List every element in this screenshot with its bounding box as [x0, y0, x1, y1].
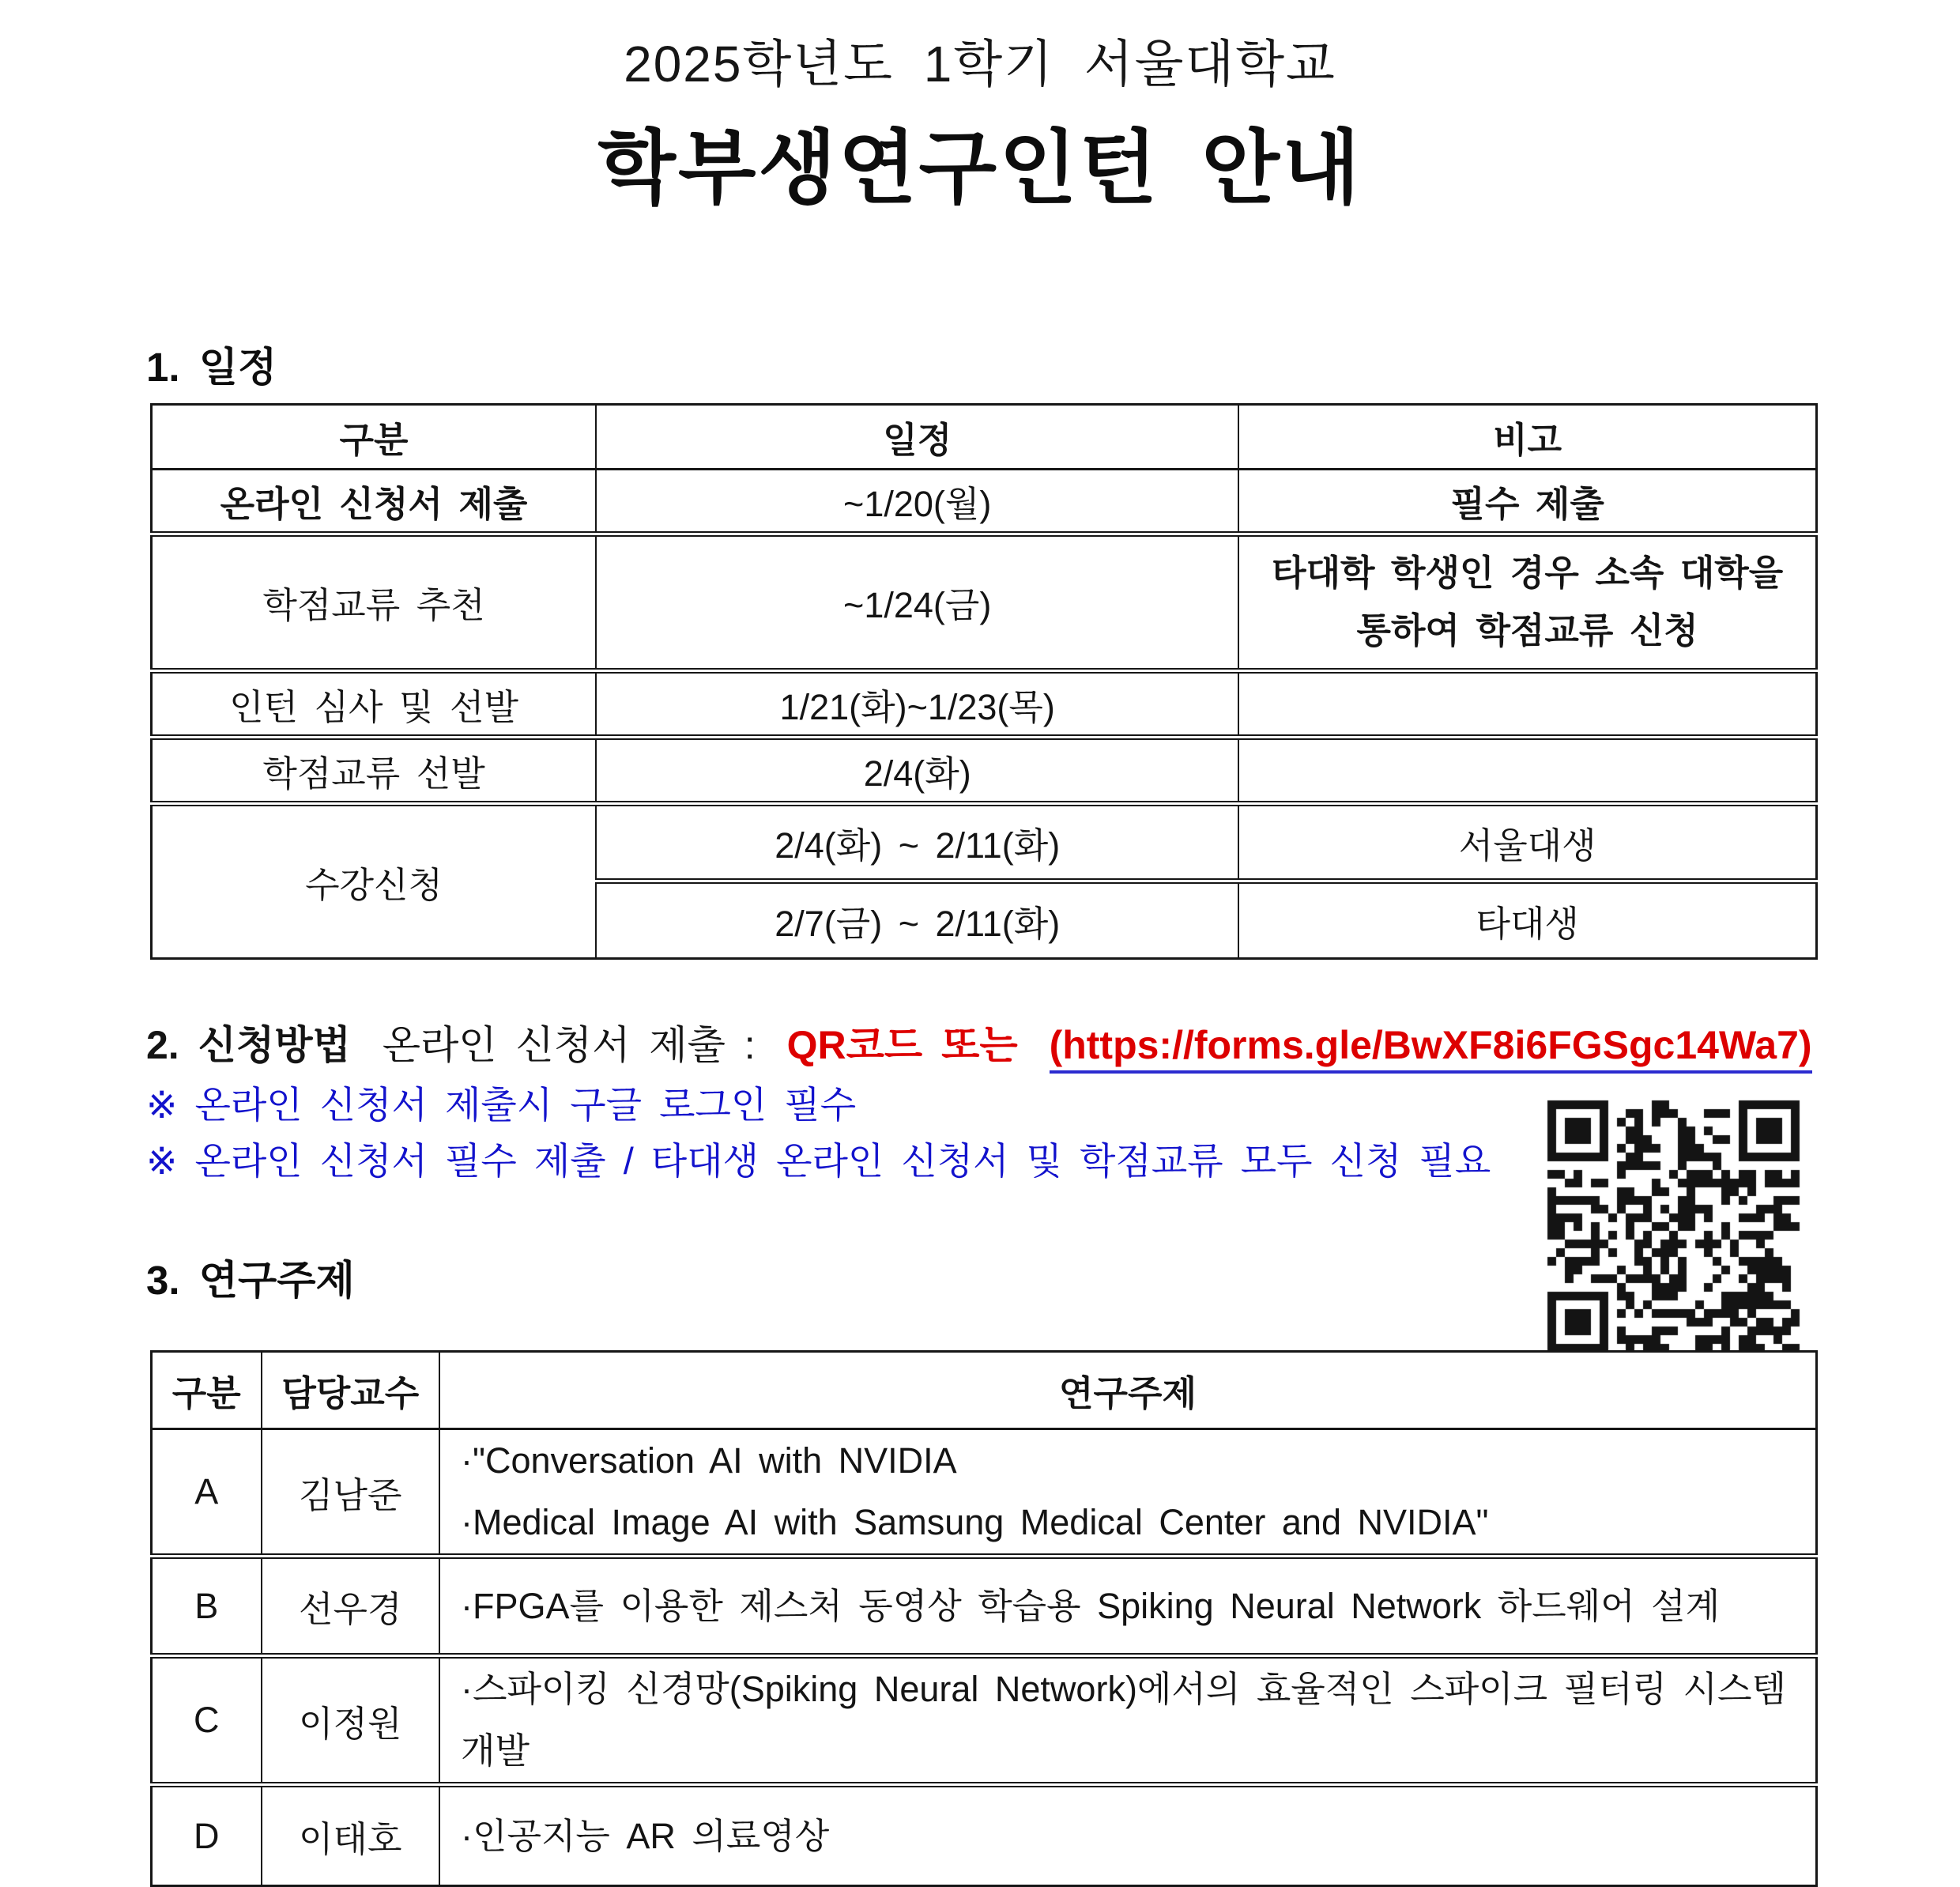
topic-line: ·FPGA를 이용한 제스처 동영상 학습용 Spiking Neural Network 하드웨어 설계 [460, 1585, 1721, 1626]
schedule-header-date: 일정 [596, 405, 1238, 470]
schedule-note [1238, 737, 1816, 803]
section1-heading: 1. 일정 [146, 345, 277, 390]
table-row [152, 1656, 1817, 1785]
document-title: 학부생연구인턴 안내 [597, 123, 1363, 213]
topic-line: ·Medical Image AI with Samsung Medical Center and NVIDIA" [460, 1502, 1489, 1542]
qr-code [1546, 1094, 1803, 1355]
schedule-note: 타대생 [1238, 881, 1816, 958]
schedule-category: 학점교류 선발 [152, 737, 597, 803]
document-subtitle: 2025학년도 1학기 서울대학교 [624, 36, 1336, 92]
apply-note-required: ※ 온라인 신청서 필수 제출 / 타대생 온라인 신청서 및 학점교류 모두 신청 필요 [146, 1140, 1491, 1182]
table-row [152, 737, 1817, 803]
research-header-row [152, 1352, 1817, 1429]
research-table [150, 1350, 1818, 1887]
form-link[interactable]: (https://forms.gle/BwXF8i6FGSgc14Wa7) [1050, 1023, 1812, 1074]
research-group: A [152, 1429, 262, 1557]
apply-note-google-login: ※ 온라인 신청서 제출시 구글 로그인 필수 [146, 1084, 857, 1126]
topic-line: ·스파이킹 신경망(Spiking Neural Network)에서의 효율적인 스파이크 필터링 시스템 개발 [460, 1669, 1786, 1771]
schedule-note: 필수 제출 [1238, 470, 1816, 534]
research-topic [439, 1557, 1817, 1656]
research-topic [439, 1656, 1817, 1785]
section2-label: 2. 신청방법 [146, 1023, 351, 1067]
research-professor: 이정원 [262, 1656, 439, 1785]
schedule-date: ~1/24(금) [596, 534, 1238, 671]
table-row [152, 1557, 1817, 1656]
table-row [152, 470, 1817, 534]
schedule-category: 수강신청 [152, 803, 597, 958]
schedule-date: 2/7(금) ~ 2/11(화) [596, 881, 1238, 958]
research-topic [439, 1785, 1817, 1886]
schedule-header-note: 비고 [1238, 405, 1816, 470]
section2-heading [146, 1013, 1869, 1070]
schedule-note: 타대학 학생인 경우 소속 대학을 통하여 학점교류 신청 [1238, 534, 1816, 671]
research-professor: 선우경 [262, 1557, 439, 1656]
schedule-note: 서울대생 [1238, 803, 1816, 881]
research-professor: 김남준 [262, 1429, 439, 1557]
table-row [152, 670, 1817, 737]
research-header-topic: 연구주제 [439, 1352, 1817, 1429]
schedule-date: ~1/20(월) [596, 470, 1238, 534]
research-header-professor: 담당교수 [262, 1352, 439, 1429]
schedule-header-category: 구분 [152, 405, 597, 470]
section3-heading: 3. 연구주제 [146, 1258, 355, 1303]
schedule-table [150, 403, 1818, 960]
research-group: C [152, 1656, 262, 1785]
topic-line: ·인공지능 AR 의료영상 [460, 1815, 830, 1856]
schedule-date: 2/4(화) [596, 737, 1238, 803]
schedule-date: 2/4(화) ~ 2/11(화) [596, 803, 1238, 881]
research-group: B [152, 1557, 262, 1656]
topic-line: ·"Conversation AI with NVIDIA [460, 1440, 957, 1481]
table-row [152, 803, 1817, 881]
schedule-date: 1/21(화)~1/23(목) [596, 670, 1238, 737]
schedule-header-row [152, 405, 1817, 470]
table-row [152, 534, 1817, 671]
schedule-category: 인턴 심사 및 선발 [152, 670, 597, 737]
research-topic [439, 1429, 1817, 1557]
qr-or-text: QR코드 또는 [786, 1023, 1018, 1067]
table-row [152, 1785, 1817, 1886]
research-group: D [152, 1785, 262, 1886]
section2-text: 온라인 신청서 제출 : [382, 1023, 756, 1067]
table-row [152, 1429, 1817, 1557]
schedule-category: 온라인 신청서 제출 [152, 470, 597, 534]
research-professor: 이태호 [262, 1785, 439, 1886]
schedule-category: 학점교류 추천 [152, 534, 597, 671]
schedule-note [1238, 670, 1816, 737]
research-header-group: 구분 [152, 1352, 262, 1429]
